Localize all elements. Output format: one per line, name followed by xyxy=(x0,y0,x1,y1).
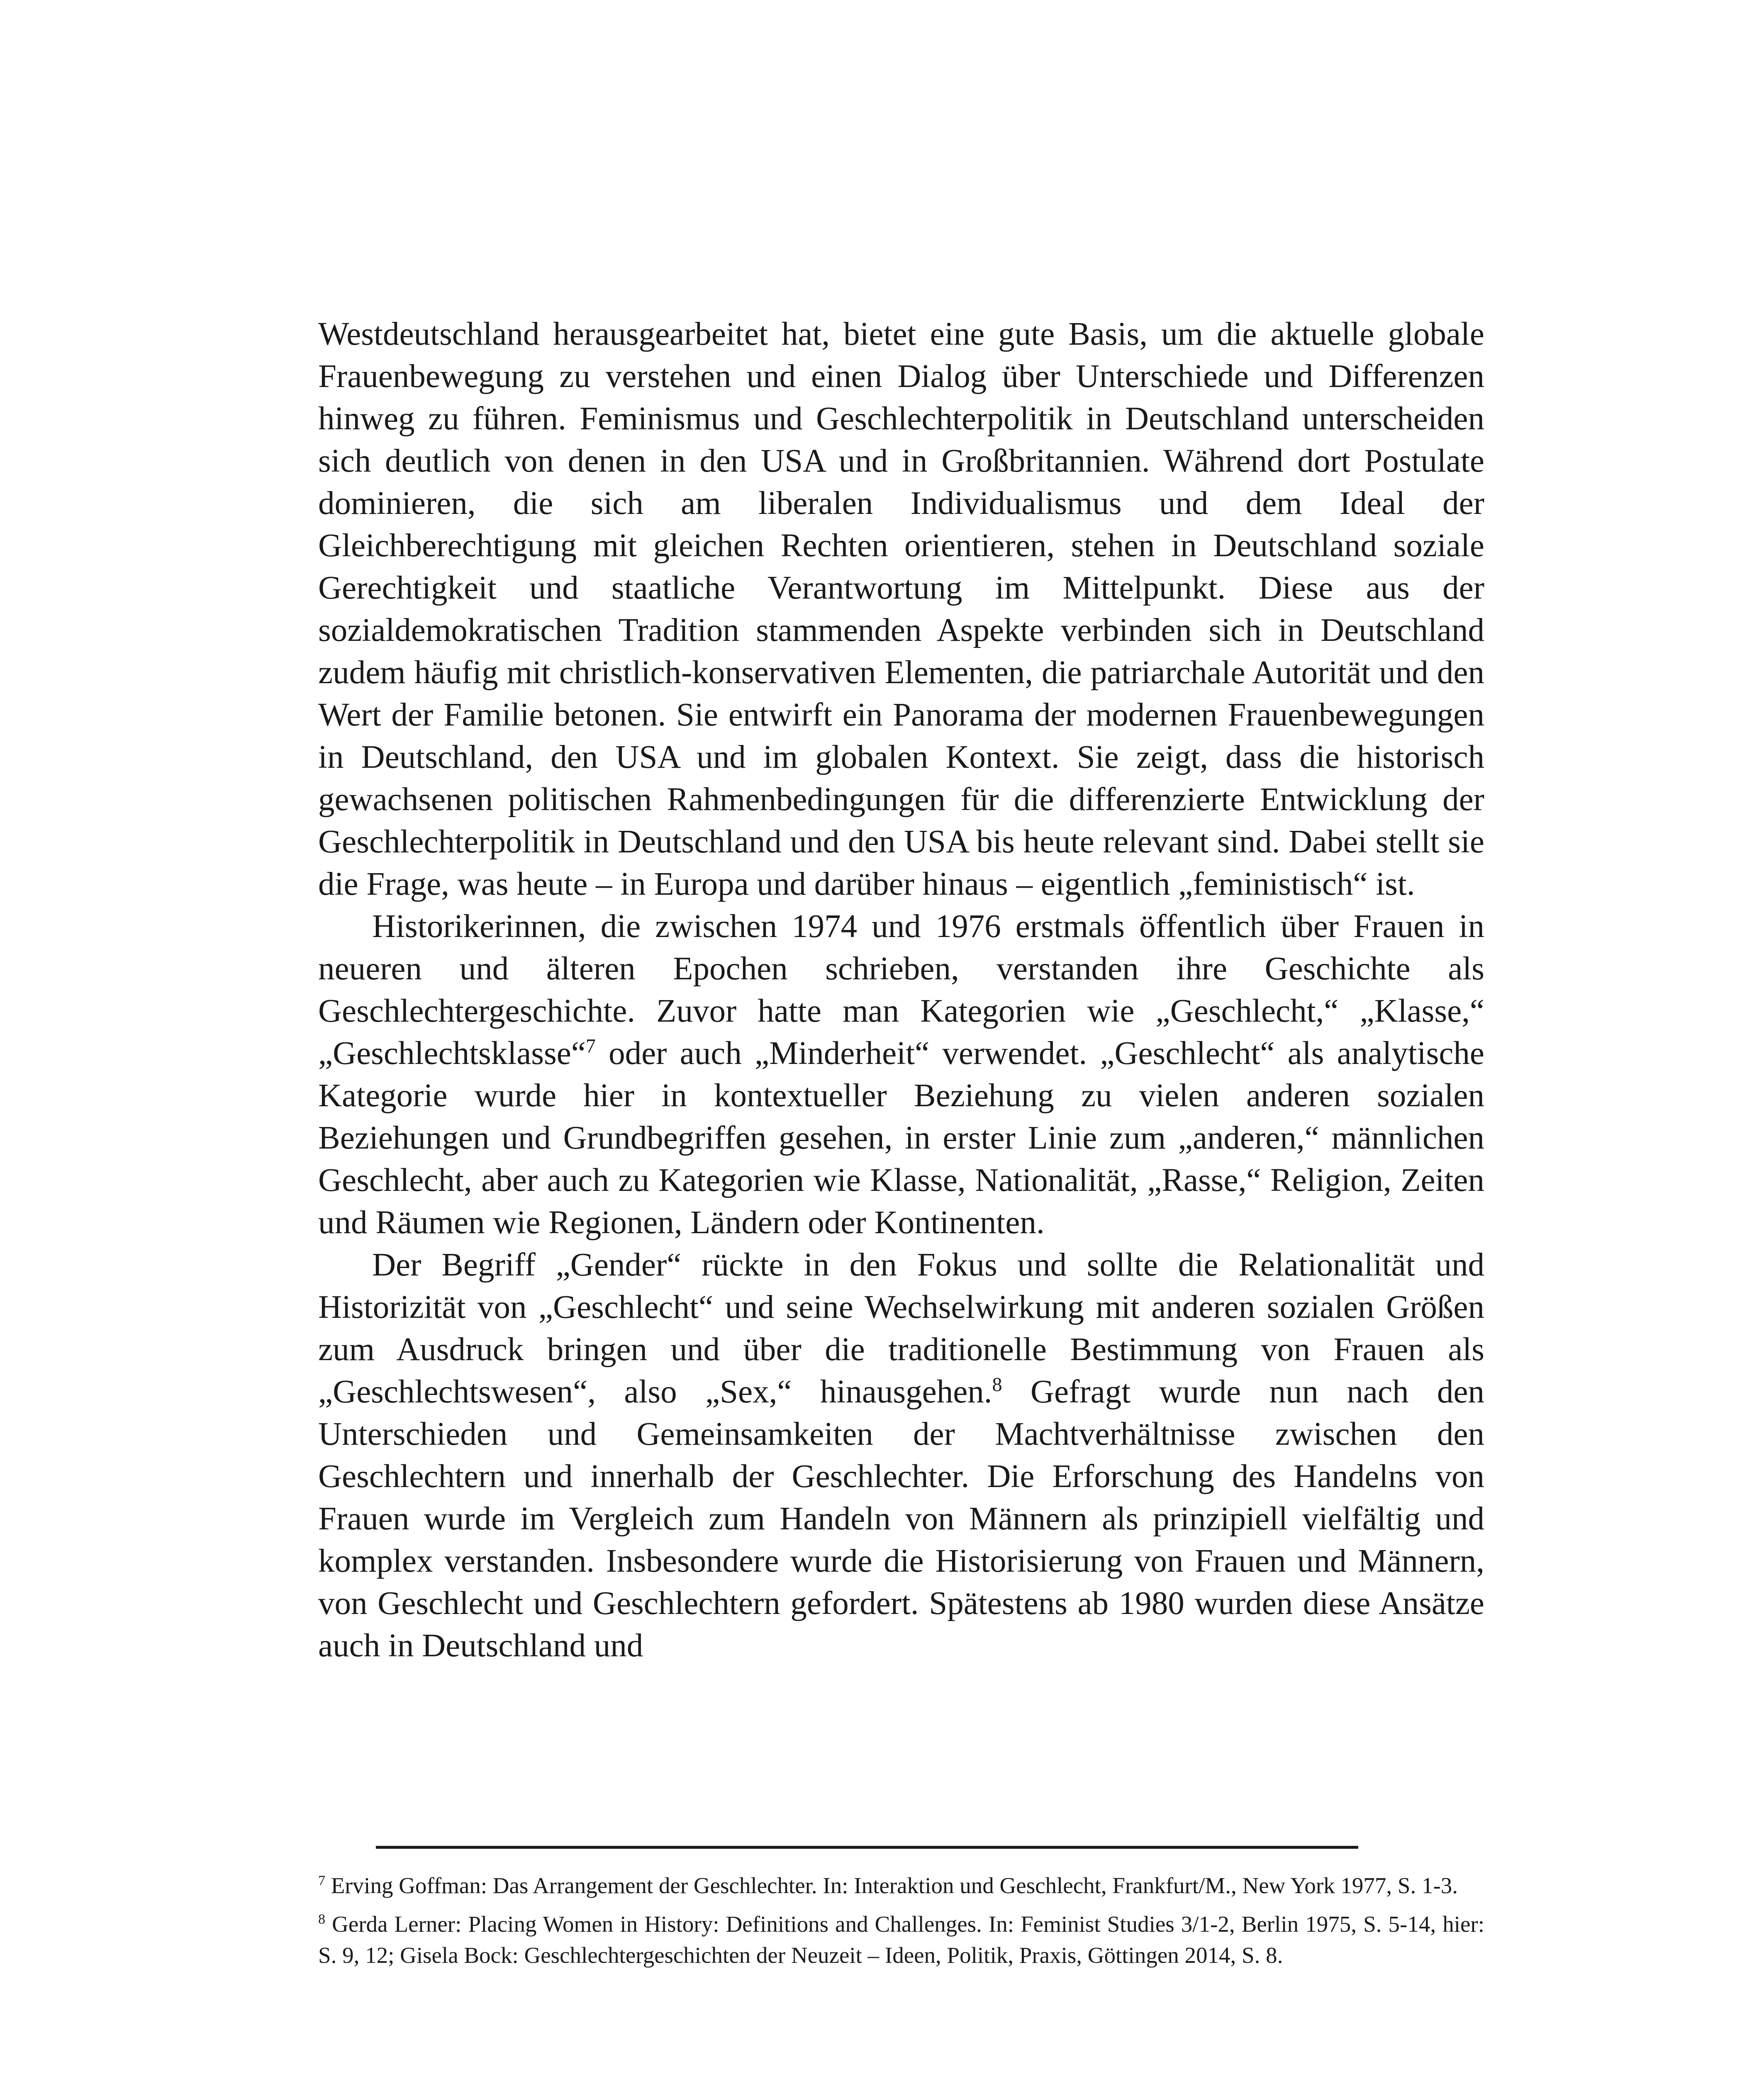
footnote-text: Erving Goffman: Das Arrangement der Geschlechter. In: Interaktion und Geschlecht, Frankfurt/M., New York 1977, S. 1-3. xyxy=(331,1873,1458,1898)
footnote-marker: 8 xyxy=(318,1911,325,1927)
body-text xyxy=(318,313,1484,1667)
paragraph-text: oder auch „Minderheit“ verwendet. „Geschlecht“ als analytische Kategorie wurde hier in kontextueller Beziehung zu vielen anderen sozialen Beziehungen und Grundbegriffen gesehen, in erster Linie zum „anderen,“ männlichen Geschlecht, aber auch zu Kategorien wie Klasse, Nationalität, „Rasse,“ Religion, Zeiten und Räumen wie Regionen, Ländern oder Kontinenten. xyxy=(318,1035,1484,1241)
footnote-divider xyxy=(376,1846,1358,1849)
paragraph-text: Westdeutschland herausgearbeitet hat, bietet eine gute Basis, um die aktuelle globale Frauenbewegung zu verstehen und einen Dialog über Unterschiede und Differenzen hinweg zu führen. Feminismus und Geschlechterpolitik in Deutschland unterscheiden sich deutlich von denen in den USA und in Großbritannien. Während dort Postulate dominieren, die sich am liberalen Individualismus und dem Ideal der Gleichberechtigung mit gleichen Rechten orientieren, stehen in Deutschland soziale Gerechtigkeit und staatliche Verantwortung im Mittelpunkt. Diese aus der sozialdemokratischen Tradition stammenden Aspekte verbinden sich in Deutschland zudem häufig mit christlich-konservativen Elementen, die patriarchale Autorität und den Wert der Familie betonen. Sie entwirft ein Panorama der modernen Frauenbewegungen in Deutschland, den USA und im globalen Kontext. Sie zeigt, dass die historisch gewachsenen politischen Rahmenbedingungen für die differenzierte Entwicklung der Geschlechterpolitik in Deutschland und den USA bis heute relevant sind. Dabei stellt sie die Frage, was heute – in Europa und darüber hinaus – eigentlich „feministisch“ ist. xyxy=(318,316,1484,902)
paragraph xyxy=(318,313,1484,906)
footnotes xyxy=(318,1870,1484,1978)
footnote xyxy=(318,1870,1484,1901)
paragraph xyxy=(318,906,1484,1244)
footnote xyxy=(318,1908,1484,1971)
paragraph-text: Der Begriff „Gender“ rückte in den Fokus und sollte die Relationalität und Historizität von „Geschlecht“ und seine Wechselwirkung mit anderen sozialen Größen zum Ausdruck bringen und über die traditionelle Bestimmung von Frauen als „Geschlechtswesen“, also „Sex,“ hinausgehen. xyxy=(318,1247,1484,1410)
paragraph-text: Historikerinnen, die zwischen 1974 und 1976 erstmals öffentlich über Frauen in neueren und älteren Epochen schrieben, verstanden ihre Geschichte als Geschlechtergeschichte. Zuvor hatte man Kategorien wie „Geschlecht,“ „Klasse,“ „Geschlechtsklasse“ xyxy=(318,908,1484,1071)
paragraph-text: Gefragt wurde nun nach den Unterschieden und Gemeinsamkeiten der Machtverhältnisse zwischen den Geschlechtern und innerhalb der Geschlechter. Die Erforschung des Handelns von Frauen wurde im Vergleich zum Handeln von Männern als prinzipiell vielfältig und komplex verstanden. Insbesondere wurde die Historisierung von Frauen und Männern, von Geschlecht und Geschlechtern gefordert. Spätestens ab 1980 wurden diese Ansätze auch in Deutschland und xyxy=(318,1374,1484,1664)
paragraph xyxy=(318,1244,1484,1667)
footnote-marker: 7 xyxy=(318,1873,325,1889)
footnote-text: Gerda Lerner: Placing Women in History: Definitions and Challenges. In: Feminist Studies 3/1-2, Berlin 1975, S. 5-14, hier: S. 9, 12; Gisela Bock: Geschlechtergeschichten der Neuzeit – Ideen, Politik, Praxis, Göttingen 2014, S. 8. xyxy=(318,1911,1484,1968)
footnote-reference[interactable]: 8 xyxy=(992,1373,1002,1396)
footnote-reference[interactable]: 7 xyxy=(585,1035,596,1057)
